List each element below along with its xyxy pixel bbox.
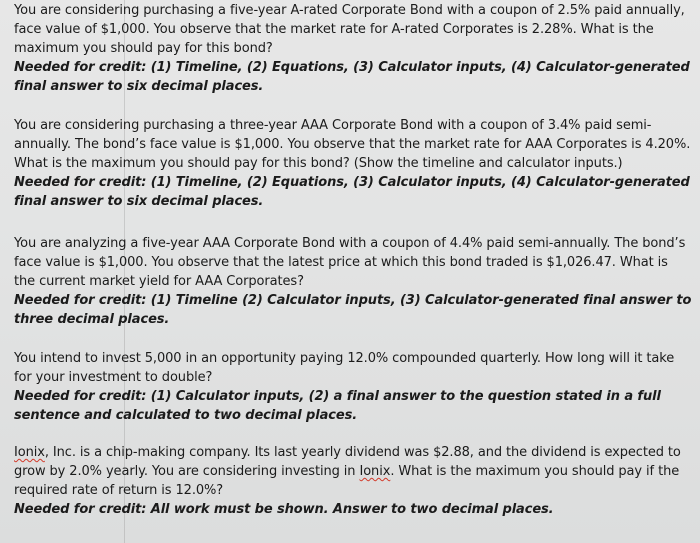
problem-2 bbox=[14, 116, 692, 211]
problem-4-text: You intend to invest 5,000 in an opportunity paying 12.0% compounded quarterly. How long will it take for your investment to double? bbox=[14, 351, 675, 385]
problem-1 bbox=[14, 1, 692, 96]
problem-5 bbox=[14, 443, 692, 519]
problem-5-credit: Needed for credit: All work must be shown. Answer to two decimal places. bbox=[14, 502, 554, 517]
problem-5-text bbox=[14, 443, 692, 500]
problem-2-text: You are considering purchasing a three-year AAA Corporate Bond with a coupon of 3.4% paid semi-annually. The bond’s face value is $1,000. You observe that the market rate for AAA Corporates is 4.20%. What is the maximum you should pay for this bond? (Show the timeline and calculator inputs.) bbox=[14, 118, 691, 171]
problem-4-credit: Needed for credit: (1) Calculator inputs, (2) a final answer to the question stated in a full sentence and calculated to two decimal places. bbox=[14, 389, 661, 423]
problem-3 bbox=[14, 234, 692, 329]
problem-1-credit: Needed for credit: (1) Timeline, (2) Equations, (3) Calculator inputs, (4) Calculator-generated final answer to six decimal places. bbox=[14, 60, 690, 94]
problem-4 bbox=[14, 349, 692, 425]
problem-1-text: You are considering purchasing a five-year A-rated Corporate Bond with a coupon of 2.5% paid annually, face value of $1,000. You observe that the market rate for A-rated Corporates is 2.28%. What is the maximum you should pay for this bond? bbox=[14, 3, 685, 56]
problem-3-text: You are analyzing a five-year AAA Corporate Bond with a coupon of 4.4% paid semi-annually. The bond’s face value is $1,000. You observe that the latest price at which this bond traded is $1,026.47. What is the current market yield for AAA Corporates? bbox=[14, 236, 686, 289]
company-name-spellcheck: Ionix bbox=[14, 445, 45, 460]
problem-5-text-b: . What is the maximum you should pay if the required rate of return is 12.0%? bbox=[14, 464, 680, 498]
problem-5-text-a: , Inc. is a chip-making company. Its last yearly dividend was $2.88, and the dividend is expected to grow by 2.0% yearly. You are considering investing in bbox=[14, 445, 681, 479]
problem-2-credit: Needed for credit: (1) Timeline, (2) Equations, (3) Calculator inputs, (4) Calculator-generated final answer to six decimal places. bbox=[14, 175, 690, 209]
problem-3-credit: Needed for credit: (1) Timeline (2) Calculator inputs, (3) Calculator-generated final answer to three decimal places. bbox=[14, 293, 692, 327]
company-name-spellcheck-2: Ionix bbox=[359, 464, 391, 479]
